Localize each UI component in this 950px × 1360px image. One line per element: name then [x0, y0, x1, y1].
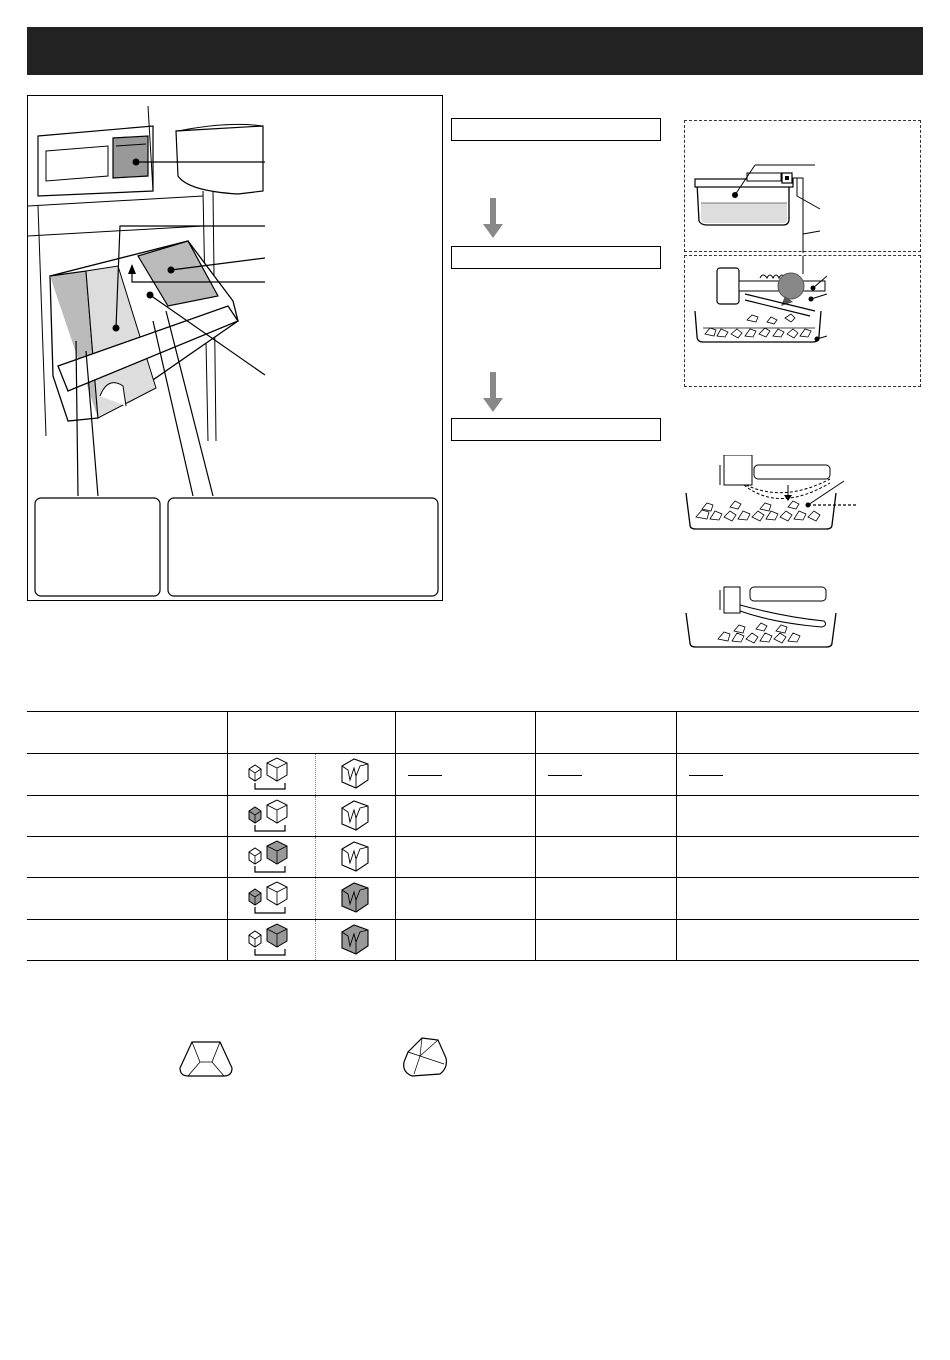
status-cell: [395, 795, 535, 836]
label-box-right: [168, 498, 438, 596]
broken-cube-cell: [315, 836, 395, 877]
water-tank-diagram: [685, 121, 922, 253]
table-header-cell: [535, 712, 676, 754]
row-label: [27, 795, 227, 836]
table-row: [27, 754, 919, 795]
label-box-left: [35, 498, 160, 596]
table-header-cell: [395, 712, 535, 754]
status-cell: [676, 795, 919, 836]
ice-cube-pair-icon: [245, 881, 297, 915]
row-label: [27, 836, 227, 877]
cube-size-cell: [227, 878, 315, 919]
status-cell: [535, 754, 676, 795]
status-cell: [395, 836, 535, 877]
status-cell: [535, 878, 676, 919]
ice-cube-pair-icon: [245, 757, 297, 791]
cube-size-cell: [227, 795, 315, 836]
step-box-1: [451, 118, 661, 141]
dash-mark: [408, 775, 442, 776]
ice-cube-pair-icon: [245, 923, 297, 957]
header-bar: [27, 27, 923, 75]
row-label: [27, 878, 227, 919]
status-cell: [676, 836, 919, 877]
dash-mark: [689, 775, 723, 776]
table-header-row: [27, 712, 919, 754]
step-box-2: [451, 246, 661, 269]
full-bin-diagram: [684, 455, 864, 540]
status-cell: [395, 754, 535, 795]
cube-size-cell: [227, 919, 315, 960]
step-box-3: [451, 418, 661, 441]
broken-ice-cube-icon: [338, 880, 372, 916]
broken-ice-cube-icon: [338, 798, 372, 834]
dash-mark: [548, 775, 582, 776]
table-row: [27, 878, 919, 919]
row-label: [27, 754, 227, 795]
status-cell: [535, 836, 676, 877]
freezer-drawing: [28, 96, 443, 601]
broken-ice-cube-icon: [338, 839, 372, 875]
broken-ice-cube-icon: [338, 756, 372, 792]
ice-tray-diagram: [685, 256, 922, 388]
status-cell: [535, 795, 676, 836]
down-arrow-icon: [482, 198, 504, 240]
down-arrow-icon: [482, 372, 504, 414]
broken-ice-cube-icon: [338, 922, 372, 958]
ice-tray-panel: [684, 255, 921, 387]
status-cell: [535, 919, 676, 960]
table-row: [27, 836, 919, 877]
ice-status-table: [27, 711, 919, 961]
water-tank-panel: [684, 120, 921, 252]
broken-cube-cell: [315, 878, 395, 919]
row-label: [27, 919, 227, 960]
cube-size-cell: [227, 754, 315, 795]
table-header-cell: [676, 712, 919, 754]
ice-bin-illustration: [27, 95, 443, 601]
status-cell: [395, 878, 535, 919]
arm-raised-diagram: [684, 585, 844, 655]
broken-cube-cell: [315, 795, 395, 836]
status-cell: [676, 754, 919, 795]
broken-cube-cell: [315, 919, 395, 960]
cube-size-cell: [227, 836, 315, 877]
table-row: [27, 795, 919, 836]
table-row: [27, 919, 919, 960]
status-cell: [395, 919, 535, 960]
table-header-cell: [227, 712, 395, 754]
status-cell: [676, 919, 919, 960]
ice-maker-module: [113, 136, 148, 178]
status-cell: [676, 878, 919, 919]
ice-chunk-shape-icon: [400, 1034, 450, 1080]
ice-cube-pair-icon: [245, 840, 297, 874]
broken-cube-cell: [315, 754, 395, 795]
ice-cube-shape-icon: [178, 1038, 234, 1080]
ice-cube-pair-icon: [245, 799, 297, 833]
table-header-cell: [27, 712, 227, 754]
